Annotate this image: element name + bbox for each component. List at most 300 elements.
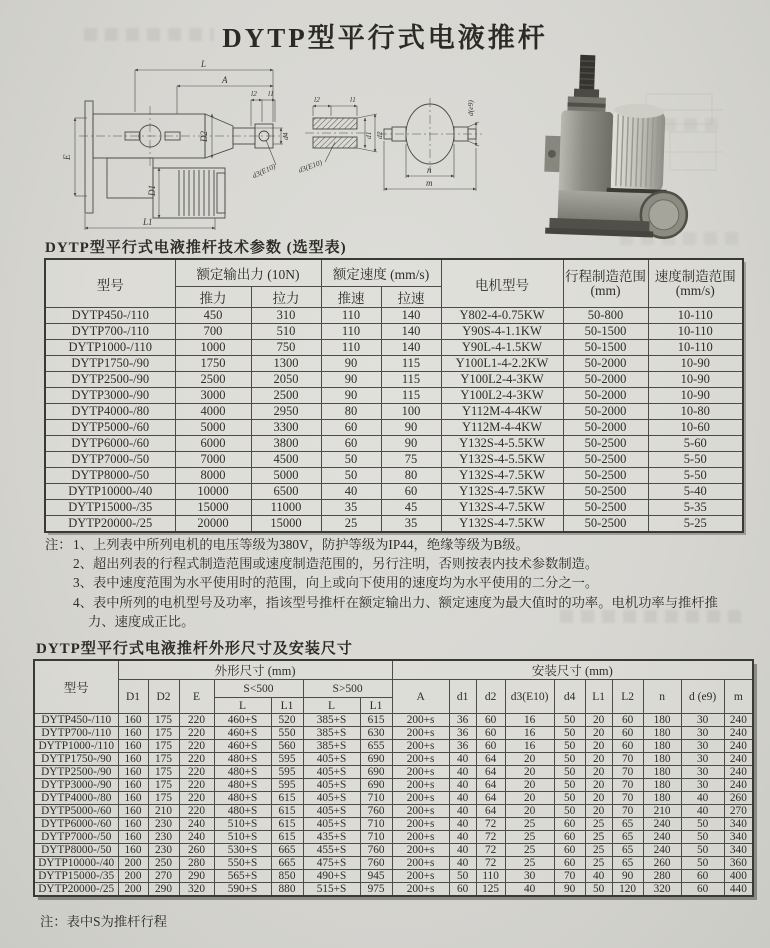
model-cell: DYTP8000-/50: [45, 468, 175, 484]
dim-label-l1: l1: [268, 89, 274, 98]
table-row: [34, 857, 753, 870]
col-header-L: L: [303, 698, 360, 714]
value-cell: 160: [118, 727, 148, 740]
value-cell: 250: [148, 857, 179, 870]
value-cell: 760: [360, 805, 392, 818]
value-cell: 700: [175, 324, 251, 340]
value-cell: 240: [724, 766, 753, 779]
value-cell: 210: [643, 805, 681, 818]
value-cell: 50-2500: [563, 516, 648, 533]
dim-label-L1: L1: [143, 217, 153, 227]
value-cell: 560: [271, 740, 303, 753]
value-cell: 90: [612, 870, 643, 883]
dim-label-E: E: [62, 154, 72, 160]
value-cell: 290: [179, 870, 214, 883]
value-cell: 16: [505, 714, 554, 727]
table-row: [34, 844, 753, 857]
clevis-detail-view: [305, 118, 367, 148]
value-cell: 25: [505, 831, 554, 844]
value-cell: 595: [271, 779, 303, 792]
value-cell: 400: [724, 870, 753, 883]
value-cell: 64: [476, 766, 505, 779]
value-cell: 160: [118, 779, 148, 792]
value-cell: 240: [724, 753, 753, 766]
model-cell: DYTP2500-/90: [45, 372, 175, 388]
value-cell: 6500: [251, 484, 321, 500]
value-cell: 200+s: [392, 844, 449, 857]
value-cell: 40: [449, 753, 476, 766]
value-cell: 50: [554, 766, 585, 779]
value-cell: 595: [271, 753, 303, 766]
value-cell: 10-90: [648, 372, 743, 388]
value-cell: 30: [681, 779, 724, 792]
table-row: [34, 766, 753, 779]
value-cell: 50: [554, 727, 585, 740]
value-cell: 160: [118, 818, 148, 831]
value-cell: Y132S-4-5.5KW: [441, 436, 563, 452]
value-cell: 65: [612, 844, 643, 857]
col-header-E: E: [179, 680, 214, 714]
value-cell: 20: [585, 727, 612, 740]
value-cell: 50: [681, 844, 724, 857]
value-cell: 630: [360, 727, 392, 740]
table-row: [34, 870, 753, 883]
model-cell: DYTP3000-/90: [45, 388, 175, 404]
table-row: [45, 484, 743, 500]
value-cell: 200+s: [392, 870, 449, 883]
value-cell: 50-2500: [563, 484, 648, 500]
value-cell: 10-110: [648, 340, 743, 356]
value-cell: 160: [118, 714, 148, 727]
value-cell: 70: [612, 805, 643, 818]
table-row: [45, 452, 743, 468]
value-cell: 220: [179, 727, 214, 740]
value-cell: 480+S: [214, 753, 271, 766]
value-cell: 4000: [175, 404, 251, 420]
value-cell: 200: [118, 883, 148, 897]
value-cell: 665: [271, 857, 303, 870]
value-cell: 30: [505, 870, 554, 883]
value-cell: 110: [476, 870, 505, 883]
col-header-rated-speed: 额定速度 (mm/s): [321, 259, 441, 287]
table-row: [34, 779, 753, 792]
col-header-D2: D2: [148, 680, 179, 714]
value-cell: Y90S-4-1.1KW: [441, 324, 563, 340]
value-cell: 280: [643, 870, 681, 883]
value-cell: 20: [585, 753, 612, 766]
value-cell: 72: [476, 857, 505, 870]
col-header-motor: 电机型号: [441, 259, 563, 308]
dim-label-d3: d3(E10): [250, 161, 277, 181]
value-cell: Y802-4-0.75KW: [441, 308, 563, 324]
value-cell: 60: [476, 714, 505, 727]
table1-section-title: DYTP型平行式电液推杆技术参数 (选型表): [45, 240, 347, 256]
value-cell: 10-90: [648, 356, 743, 372]
value-cell: 16: [505, 727, 554, 740]
value-cell: 615: [271, 831, 303, 844]
model-cell: DYTP700-/110: [45, 324, 175, 340]
table-row: [45, 340, 743, 356]
table-row: [45, 468, 743, 484]
value-cell: 270: [724, 805, 753, 818]
value-cell: 4500: [251, 452, 321, 468]
dim-label-d3: d3(E10): [297, 157, 324, 175]
col-header-L1: L1: [271, 698, 303, 714]
value-cell: 2500: [175, 372, 251, 388]
col-header-push-speed: 推速: [321, 287, 381, 308]
table-row: [34, 805, 753, 818]
value-cell: 5-35: [648, 500, 743, 516]
value-cell: 40: [449, 766, 476, 779]
value-cell: 200+s: [392, 779, 449, 792]
value-cell: 36: [449, 740, 476, 753]
value-cell: 220: [179, 792, 214, 805]
value-cell: 6000: [175, 436, 251, 452]
value-cell: 20: [585, 792, 612, 805]
value-cell: 760: [360, 844, 392, 857]
value-cell: 180: [643, 792, 681, 805]
value-cell: 70: [612, 753, 643, 766]
speed-range-line2: (mm/s): [675, 282, 715, 298]
value-cell: 40: [321, 484, 381, 500]
value-cell: 25: [505, 844, 554, 857]
col-header-outline-dims: 外形尺寸 (mm): [118, 660, 392, 680]
value-cell: Y132S-4-7.5KW: [441, 516, 563, 533]
value-cell: 64: [476, 792, 505, 805]
value-cell: 240: [724, 727, 753, 740]
value-cell: 60: [554, 844, 585, 857]
value-cell: 50-2000: [563, 372, 648, 388]
model-cell: DYTP8000-/50: [34, 844, 118, 857]
value-cell: 30: [681, 740, 724, 753]
value-cell: 690: [360, 766, 392, 779]
value-cell: 10-110: [648, 308, 743, 324]
value-cell: 850: [271, 870, 303, 883]
value-cell: 460+S: [214, 740, 271, 753]
value-cell: 60: [381, 484, 441, 500]
main-view-outline: [79, 101, 287, 218]
value-cell: 30: [681, 727, 724, 740]
dim-label-l2: l2: [251, 89, 257, 98]
table-row: [45, 372, 743, 388]
model-cell: DYTP1000-/110: [34, 740, 118, 753]
value-cell: 160: [118, 844, 148, 857]
value-cell: 40: [449, 779, 476, 792]
col-header-d-e9: d (e9): [681, 680, 724, 714]
col-header-d2: d2: [476, 680, 505, 714]
table-row: [45, 388, 743, 404]
value-cell: 45: [381, 500, 441, 516]
value-cell: 72: [476, 831, 505, 844]
col-header-stroke-gt-500: S>500: [303, 680, 392, 698]
value-cell: 480+S: [214, 805, 271, 818]
value-cell: 200+s: [392, 831, 449, 844]
table-row: [45, 516, 743, 533]
col-header-pull-speed: 拉速: [381, 287, 441, 308]
value-cell: 25: [585, 831, 612, 844]
value-cell: 20: [505, 792, 554, 805]
col-header-n: n: [643, 680, 681, 714]
value-cell: 90: [321, 372, 381, 388]
value-cell: 200: [118, 857, 148, 870]
table-row: [45, 404, 743, 420]
value-cell: 125: [476, 883, 505, 897]
value-cell: 760: [360, 857, 392, 870]
col-header-m: m: [724, 680, 753, 714]
value-cell: 50-2000: [563, 388, 648, 404]
value-cell: 180: [643, 714, 681, 727]
value-cell: 60: [554, 857, 585, 870]
value-cell: 180: [643, 779, 681, 792]
value-cell: 405+S: [303, 818, 360, 831]
value-cell: 20: [505, 766, 554, 779]
value-cell: 60: [321, 436, 381, 452]
value-cell: 25: [585, 844, 612, 857]
value-cell: 64: [476, 805, 505, 818]
value-cell: 175: [148, 714, 179, 727]
value-cell: 440: [724, 883, 753, 897]
value-cell: 460+S: [214, 714, 271, 727]
value-cell: 50: [321, 452, 381, 468]
model-cell: DYTP10000-/40: [34, 857, 118, 870]
technical-parameters-table: [44, 258, 744, 533]
value-cell: 110: [321, 324, 381, 340]
model-cell: DYTP1750-/90: [34, 753, 118, 766]
value-cell: 455+S: [303, 844, 360, 857]
col-header-d1: d1: [449, 680, 476, 714]
value-cell: 595: [271, 766, 303, 779]
dim-label-A: A: [222, 75, 228, 85]
value-cell: 405+S: [303, 792, 360, 805]
dimensions-table: [33, 659, 754, 897]
value-cell: 10000: [175, 484, 251, 500]
model-cell: DYTP1750-/90: [45, 356, 175, 372]
value-cell: 20: [585, 805, 612, 818]
value-cell: 175: [148, 792, 179, 805]
value-cell: 10-110: [648, 324, 743, 340]
model-cell: DYTP15000-/35: [45, 500, 175, 516]
value-cell: 710: [360, 831, 392, 844]
value-cell: 110: [321, 340, 381, 356]
value-cell: 240: [724, 740, 753, 753]
value-cell: 11000: [251, 500, 321, 516]
value-cell: 20: [585, 779, 612, 792]
value-cell: 50: [681, 818, 724, 831]
value-cell: 690: [360, 779, 392, 792]
value-cell: 50-1500: [563, 340, 648, 356]
value-cell: 175: [148, 727, 179, 740]
value-cell: 50-800: [563, 308, 648, 324]
value-cell: 50: [585, 883, 612, 897]
value-cell: 880: [271, 883, 303, 897]
value-cell: 200+s: [392, 792, 449, 805]
value-cell: 490+S: [303, 870, 360, 883]
dim-label-m: m: [426, 178, 433, 188]
value-cell: 450: [175, 308, 251, 324]
value-cell: 25: [585, 818, 612, 831]
value-cell: 480+S: [214, 792, 271, 805]
value-cell: 90: [381, 420, 441, 436]
col-header-model: 型号: [45, 259, 175, 308]
value-cell: 65: [612, 818, 643, 831]
value-cell: 20: [505, 805, 554, 818]
value-cell: 15000: [251, 516, 321, 533]
value-cell: 210: [148, 805, 179, 818]
value-cell: 615: [271, 805, 303, 818]
value-cell: 750: [251, 340, 321, 356]
value-cell: 60: [681, 883, 724, 897]
value-cell: 405+S: [303, 779, 360, 792]
value-cell: 2950: [251, 404, 321, 420]
value-cell: 40: [449, 818, 476, 831]
value-cell: 115: [381, 388, 441, 404]
value-cell: Y100L1-4-2.2KW: [441, 356, 563, 372]
notes-prefix: 注：: [45, 537, 72, 552]
value-cell: 385+S: [303, 740, 360, 753]
value-cell: 50: [554, 792, 585, 805]
stroke-footnote: 注：表中S为推杆行程: [40, 914, 168, 929]
note-line: 2、超出列表的行程式制造范围或速度制造范围的，另行注明，否则按表内技术参数制造。: [73, 556, 599, 572]
value-cell: 50-2500: [563, 500, 648, 516]
dim-label-d2: d2: [375, 131, 384, 139]
value-cell: 72: [476, 844, 505, 857]
value-cell: 35: [381, 516, 441, 533]
value-cell: 480+S: [214, 766, 271, 779]
model-cell: DYTP15000-/35: [34, 870, 118, 883]
value-cell: 615: [271, 818, 303, 831]
value-cell: 50: [449, 870, 476, 883]
model-cell: DYTP7000-/50: [45, 452, 175, 468]
model-cell: DYTP7000-/50: [34, 831, 118, 844]
col-header-push-force: 推力: [175, 287, 251, 308]
note-line: 3、表中速度范围为水平使用时的范围，向上或向下使用的速度均为水平使用的二分之一。: [73, 575, 599, 591]
col-header-L2: L2: [612, 680, 643, 714]
table-row: [34, 818, 753, 831]
value-cell: 40: [449, 805, 476, 818]
value-cell: 60: [476, 727, 505, 740]
value-cell: 270: [148, 870, 179, 883]
table-row: [45, 436, 743, 452]
value-cell: Y90L-4-1.5KW: [441, 340, 563, 356]
value-cell: 200+s: [392, 727, 449, 740]
model-cell: DYTP3000-/90: [34, 779, 118, 792]
value-cell: 180: [643, 766, 681, 779]
col-header-stroke-lt-500: S<500: [214, 680, 303, 698]
value-cell: 60: [612, 740, 643, 753]
value-cell: 30: [681, 753, 724, 766]
value-cell: 200+s: [392, 857, 449, 870]
value-cell: 405+S: [303, 753, 360, 766]
value-cell: 115: [381, 372, 441, 388]
value-cell: 60: [449, 883, 476, 897]
page-title: DYTP型平行式电液推杆: [222, 23, 548, 53]
model-cell: DYTP4000-/80: [34, 792, 118, 805]
value-cell: 40: [505, 883, 554, 897]
value-cell: 60: [612, 727, 643, 740]
value-cell: 64: [476, 753, 505, 766]
value-cell: 10-80: [648, 404, 743, 420]
col-header-speed-range: [648, 259, 743, 308]
value-cell: 25: [585, 857, 612, 870]
value-cell: 40: [585, 870, 612, 883]
value-cell: Y100L2-4-3KW: [441, 388, 563, 404]
value-cell: 40: [449, 857, 476, 870]
value-cell: 50-2000: [563, 420, 648, 436]
value-cell: 60: [554, 831, 585, 844]
value-cell: 510+S: [214, 818, 271, 831]
value-cell: Y112M-4-4KW: [441, 420, 563, 436]
value-cell: 220: [179, 753, 214, 766]
value-cell: 200: [118, 870, 148, 883]
value-cell: 655: [360, 740, 392, 753]
note-line: 4、表中所列的电机型号及功率，指该型号推杆在额定输出力、额定速度为最大值时的功率。电机功率与推杆推力、速度成正比。: [73, 594, 718, 629]
value-cell: 615: [271, 792, 303, 805]
value-cell: 240: [179, 831, 214, 844]
value-cell: 260: [179, 844, 214, 857]
value-cell: 520: [271, 714, 303, 727]
value-cell: 3300: [251, 420, 321, 436]
value-cell: 36: [449, 727, 476, 740]
value-cell: 515+S: [303, 883, 360, 897]
value-cell: 20: [585, 740, 612, 753]
table-row: [34, 883, 753, 897]
value-cell: 50-2000: [563, 404, 648, 420]
value-cell: 260: [724, 792, 753, 805]
value-cell: 565+S: [214, 870, 271, 883]
col-header-L1: L1: [585, 680, 612, 714]
value-cell: 50: [681, 857, 724, 870]
value-cell: 115: [381, 356, 441, 372]
value-cell: 100: [381, 404, 441, 420]
value-cell: 975: [360, 883, 392, 897]
value-cell: 240: [643, 844, 681, 857]
value-cell: 50: [321, 468, 381, 484]
value-cell: 475+S: [303, 857, 360, 870]
value-cell: 75: [381, 452, 441, 468]
value-cell: 480+S: [214, 779, 271, 792]
col-header-d4: d4: [554, 680, 585, 714]
value-cell: 220: [179, 766, 214, 779]
value-cell: Y132S-4-7.5KW: [441, 484, 563, 500]
value-cell: 140: [381, 324, 441, 340]
table-row: [34, 792, 753, 805]
value-cell: 20: [505, 779, 554, 792]
note-line: 1、上列表中所列电机的电压等级为380V，防护等级为IP44，绝缘等级为B级。: [73, 537, 529, 552]
value-cell: 7000: [175, 452, 251, 468]
table-row: [45, 356, 743, 372]
table-row: [45, 324, 743, 340]
dim-label-d-e9: d(e9): [466, 100, 475, 116]
col-header-model: 型号: [34, 660, 118, 714]
value-cell: 60: [476, 740, 505, 753]
value-cell: 530+S: [214, 844, 271, 857]
product-photo: [518, 52, 728, 242]
col-header-rated-force: 额定输出力 (10N): [175, 259, 321, 287]
value-cell: 590+S: [214, 883, 271, 897]
value-cell: 360: [724, 857, 753, 870]
value-cell: 5000: [251, 468, 321, 484]
value-cell: 20000: [175, 516, 251, 533]
value-cell: 550+S: [214, 857, 271, 870]
col-header-L1: L1: [360, 698, 392, 714]
value-cell: 1750: [175, 356, 251, 372]
value-cell: 20: [585, 714, 612, 727]
value-cell: 16: [505, 740, 554, 753]
value-cell: 200+s: [392, 818, 449, 831]
value-cell: 30: [681, 766, 724, 779]
value-cell: 230: [148, 818, 179, 831]
value-cell: 180: [643, 727, 681, 740]
